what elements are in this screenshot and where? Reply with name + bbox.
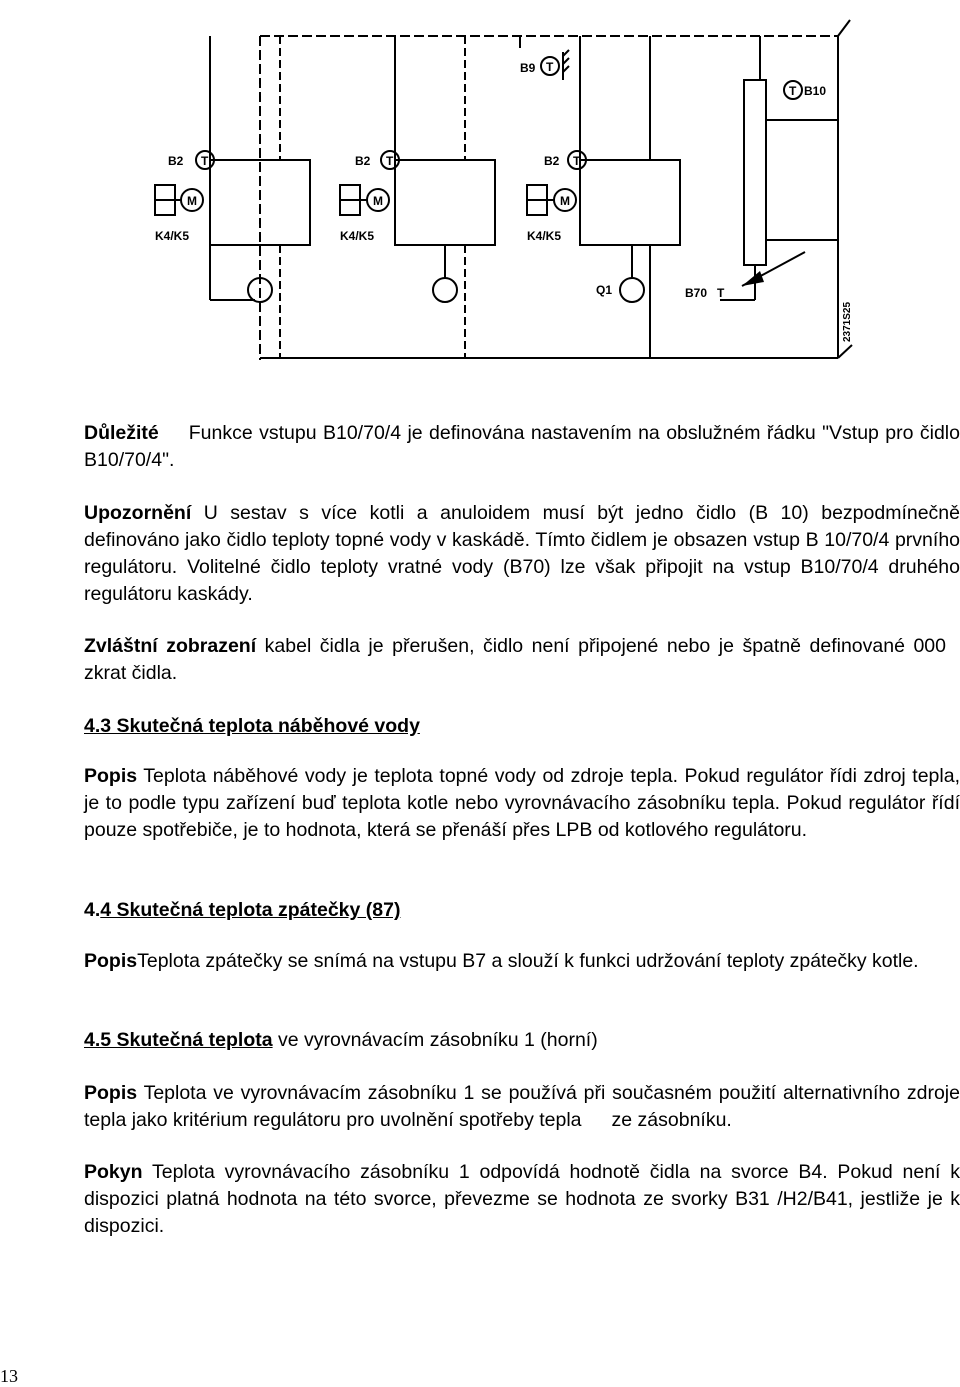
label-b2-2: B2 xyxy=(355,154,371,168)
sensor-t-b2-2: T xyxy=(386,154,394,168)
section-4-5-title-rest: ve vyrovnávacím zásobníku 1 (horní) xyxy=(278,1029,598,1051)
section-4-5-body xyxy=(84,1080,960,1134)
section-4-3-heading: 4.3 Skutečná teplota náběhové vody xyxy=(84,715,420,737)
sensor-t-b2-3: T xyxy=(573,154,581,168)
label-b70: B70 xyxy=(685,286,708,300)
note-warning-text-a: U sestav s více kotli a anuloidem musí být jedno čidlo (B 10) bezpodmínečně definováno jako čidlo teploty topné vody v kaskádě. Tímto čidlem je obsazen xyxy=(84,502,960,551)
note-special-display xyxy=(84,633,960,687)
note-important-text: Funkce vstupu B10/70/4 je definována nastavením na obslužném řádku "Vstup pro čidlo B10/70/4". xyxy=(84,422,960,471)
section-4-5-text-b: ze zásobníku. xyxy=(611,1109,732,1131)
label-b2-1: B2 xyxy=(168,154,184,168)
sensor-t-b9: T xyxy=(546,60,554,74)
section-4-5-heading xyxy=(84,1027,960,1054)
pump-2 xyxy=(433,278,457,302)
motor-m-3: M xyxy=(560,194,570,208)
section-4-3-label: Popis xyxy=(84,765,138,787)
sensor-t-b2-1: T xyxy=(201,154,209,168)
section-instruction xyxy=(84,1159,960,1240)
section-4-4-title: 4 Skutečná teplota zpátečky (87) xyxy=(100,899,401,921)
section-4-3-text: Teplota náběhové vody je teplota topné vody od zdroje tepla. Pokud regulátor řídi zdroj tepla, je to podle typu zařízení buď teplota kotle nebo vyrovnávacího zásobníku tepla. Pokud regulátor řídí pouze spotřebiče, je to hodnota, která se přenáší přes LPB od kotlového regulátoru. xyxy=(84,765,960,841)
section-4-5-title: 4.5 Skutečná teplota xyxy=(84,1029,273,1051)
note-important xyxy=(84,420,960,474)
note-warning-text-b: vstup B 10/70/4 prvního regulátoru. Volitelné čidlo teploty vratné vody (B70) lze však připojit na vstup B10/70/4 druhého regulátoru kaskády. xyxy=(84,529,960,605)
label-k4k5-2: K4/K5 xyxy=(340,229,375,243)
section-4-5-label: Popis xyxy=(84,1082,138,1104)
section-4-3-body xyxy=(84,763,960,844)
note-warning-label: Upozornění xyxy=(84,502,192,524)
boiler-2 xyxy=(395,160,495,245)
note-special-label: Zvláštní zobrazení xyxy=(84,635,257,657)
sensor-t-b10: T xyxy=(789,84,797,98)
instruction-text: Teplota vyrovnávacího zásobníku 1 odpovídá hodnotě čidla na svorce B4. Pokud není k dispozici platná hodnota na této svorce, převezme se hodnota ze svorky B31 /H2/B41, jestliže je k dispozici. xyxy=(84,1161,960,1237)
section-4-4-label: Popis xyxy=(84,950,138,972)
label-b2-3: B2 xyxy=(544,154,560,168)
label-k4k5-3: K4/K5 xyxy=(527,229,562,243)
note-special-text-b: zkrat čidla. xyxy=(84,662,178,684)
note-special-text-a: kabel čidla je přerušen, čidlo není připojené nebo je špatně definované 000 xyxy=(264,635,946,657)
sensor-t-b70: T xyxy=(717,286,725,300)
section-4-5-text-a: Teplota ve vyrovnávacím zásobníku 1 se používá při současném použití alternativního zdroje tepla jako kritérium regulátoru pro uvolnění spotřeby tepla xyxy=(84,1082,960,1131)
label-q1: Q1 xyxy=(596,283,613,297)
pump-q1 xyxy=(620,278,644,302)
motor-m-2: M xyxy=(373,194,383,208)
section-4-4-text: Teplota zpátečky se snímá na vstupu B7 a slouží k funkci udržování teploty zpátečky kotle. xyxy=(137,950,919,972)
page-number: 13 xyxy=(0,1366,18,1386)
note-important-label: Důležité xyxy=(84,422,159,444)
label-b9: B9 xyxy=(520,61,536,75)
anuloid xyxy=(744,80,766,265)
motor-m-1: M xyxy=(187,194,197,208)
section-4-4-body xyxy=(84,948,960,975)
drawing-id: 2371S25 xyxy=(842,301,853,342)
label-b10: B10 xyxy=(804,84,827,98)
hydraulic-schematic xyxy=(0,0,960,380)
boiler-3 xyxy=(580,160,680,245)
note-warning xyxy=(84,500,960,608)
section-4-4-prefix: 4. xyxy=(84,899,101,921)
label-k4k5-1: K4/K5 xyxy=(155,229,190,243)
instruction-label: Pokyn xyxy=(84,1161,143,1183)
section-4-4-heading xyxy=(84,897,960,924)
